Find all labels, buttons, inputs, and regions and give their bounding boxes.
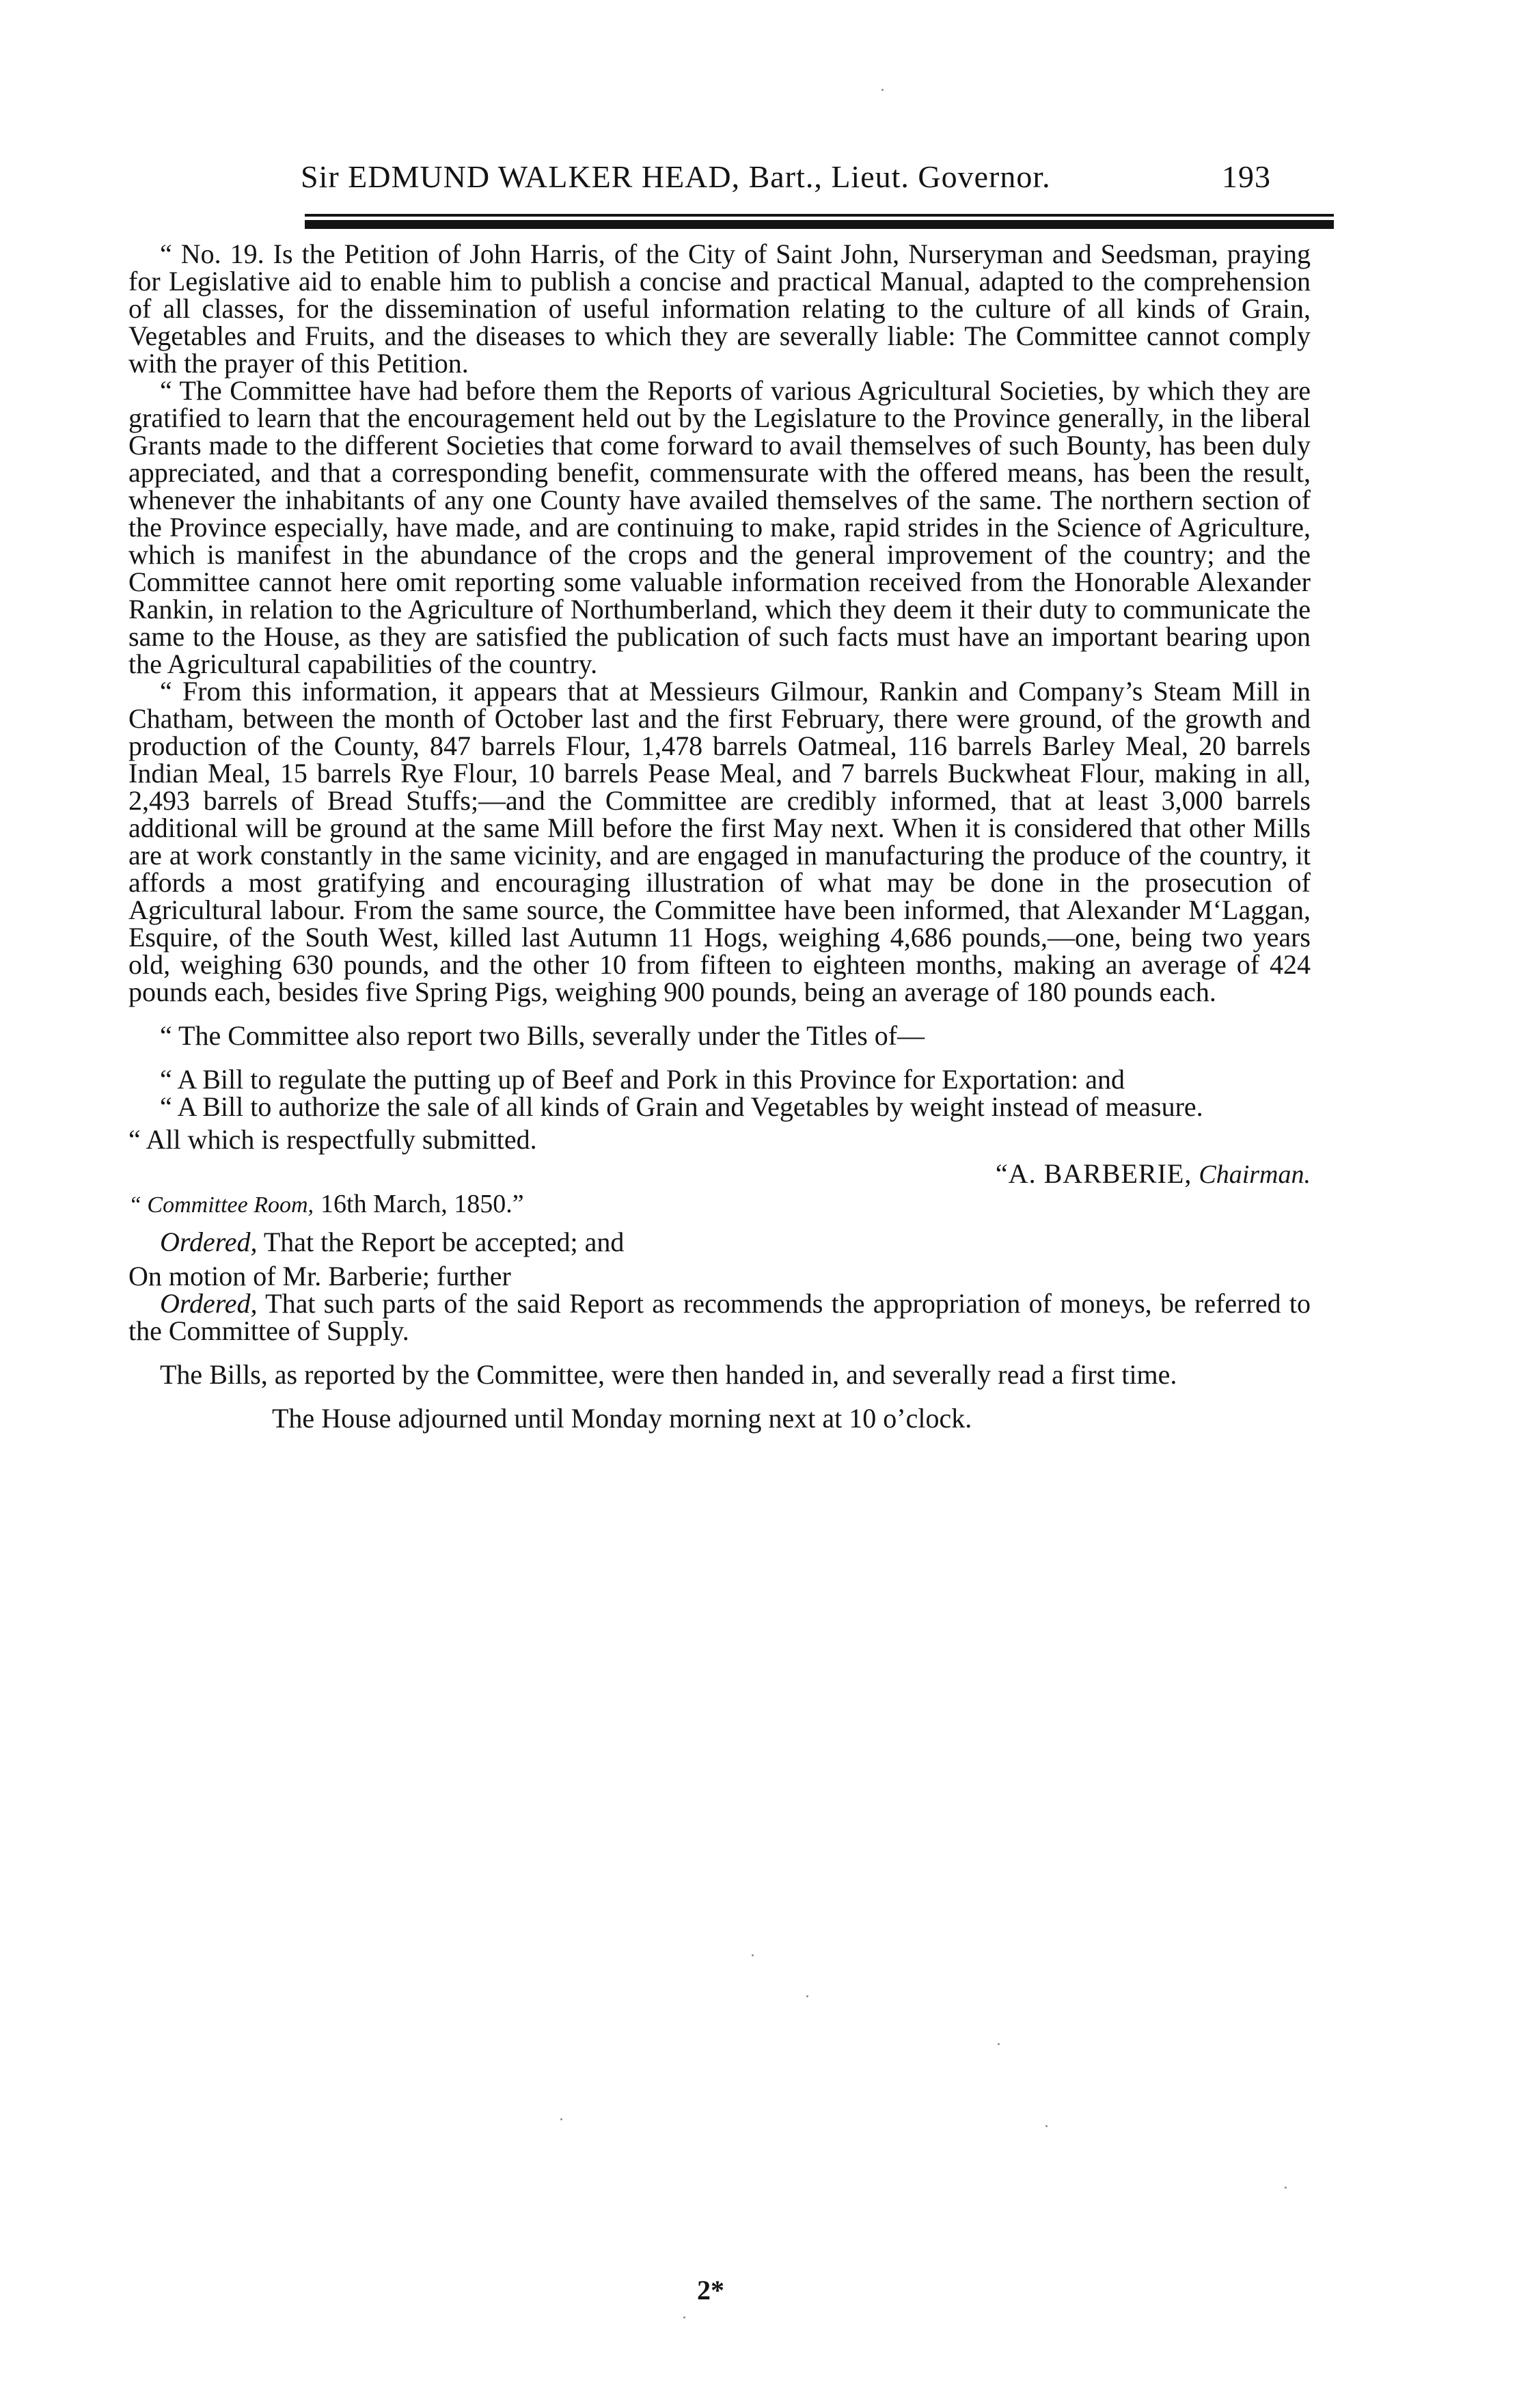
paragraph-bill-beef-pork: “ A Bill to regulate the putting up of Beef and Pork in this Province for Exportation: and (160, 1064, 1125, 1095)
order-accept-report (128, 1229, 1311, 1256)
paragraph-submitted: “ All which is respectfully submitted. (128, 1124, 537, 1155)
report-body (128, 238, 1311, 1434)
order-text: That the Report be accepted; and (263, 1227, 625, 1257)
bills-handed-in: The Bills, as reported by the Committee, were then handed in, and severally read a first time. (160, 1359, 1177, 1390)
paragraph-bill-grain-weight: “ A Bill to authorize the sale of all kinds of Grain and Vegetables by weight instead of measure. (160, 1091, 1203, 1122)
house-adjourned: The House adjourned until Monday morning next at 10 o’clock. (272, 1403, 972, 1434)
header-rule-thin (305, 214, 1334, 217)
printer-signature-mark: 2* (697, 2275, 724, 2306)
order-text: That such parts of the said Report as recommends the appropriation of moneys, be referred to the Committee of Supply. (128, 1288, 1311, 1346)
paragraph-bills-intro: “ The Committee also report two Bills, severally under the Titles of— (160, 1020, 925, 1051)
speck (1285, 2187, 1287, 2189)
order-supply-referral (128, 1290, 1311, 1345)
speck (560, 2118, 562, 2120)
chairman-signature (128, 1160, 1311, 1188)
dateline (128, 1190, 1311, 1219)
dateline-date: 16th March, 1850.” (320, 1190, 524, 1218)
speck (881, 89, 884, 91)
dateline-room: “ Committee Room, (128, 1192, 314, 1218)
paragraph-petition-19: “ No. 19. Is the Petition of John Harris, of the City of Saint John, Nurseryman and Seedsman, praying for Legislative aid to enable him to publish a concise and practical Manual, adapted to the comprehension of all classes, for the dissemination of useful information relating to the culture of all kinds of Grain, Vegetables and Fruits, and the diseases to which they are severally liable: The Committee cannot comply with the prayer of this Petition. (128, 238, 1311, 379)
page-number: 193 (1222, 159, 1271, 194)
speck (683, 2316, 685, 2318)
speck (1045, 2125, 1048, 2127)
motion-barberie: On motion of Mr. Barberie; further (128, 1261, 511, 1291)
speck (752, 1954, 754, 1956)
signature-role: Chairman. (1199, 1160, 1311, 1189)
speck (998, 2043, 1000, 2045)
running-head-title: Sir EDMUND WALKER HEAD, Bart., Lieut. Governor. (301, 159, 1051, 194)
order-label: Ordered, (160, 1227, 258, 1257)
paragraph-mill-information: “ From this information, it appears that at Messieurs Gilmour, Rankin and Company’s Steam Mill in Chatham, between the month of October last and the first February, there were ground, of the growth and production of the County, 847 barrels Flour, 1,478 barrels Oatmeal, 116 barrels Barley Meal, 20 barrels Indian Meal, 15 barrels Rye Flour, 10 barrels Pease Meal, and 7 barrels Buckwheat Flour, making in all, 2,493 barrels of Bread Stuffs;—and the Committee are credibly informed, that at least 3,000 barrels additional will be ground at the same Mill before the first May next. When it is considered that other Mills are at work constantly in the same vicinity, and are engaged in manufacturing the produce of the country, it affords a most gratifying and encouraging illustration of what may be done in the prosecution of Agricultural labour. From the same source, the Committee have been informed, that Alexander M‘Laggan, Esquire, of the South West, killed last Autumn 11 Hogs, weighing 4,686 pounds,—one, being two years old, weighing 630 pounds, and the other 10 from fifteen to eighteen months, making an average of 424 pounds each, besides five Spring Pigs, weighing 900 pounds, being an average of 180 pounds each. (128, 676, 1311, 1007)
speck (806, 1995, 808, 1997)
header-rule-thick (305, 220, 1334, 229)
paragraph-agricultural-societies: “ The Committee have had before them the Reports of various Agricultural Societies, by which they are gratified to learn that the encouragement held out by the Legislature to the Province generally, in the liberal Grants made to the different Societies that come forward to avail themselves of such Bounty, has been duly appreciated, and that a corresponding benefit, commensurate with the offered means, has been the result, whenever the inhabitants of any one County have availed themselves of the same. The northern section of the Province especially, have made, and are continuing to make, rapid strides in the Science of Agriculture, which is manifest in the abundance of the crops and the general improvement of the country; and the Committee cannot here omit reporting some valuable information received from the Honorable Alexander Rankin, in relation to the Agriculture of Northumberland, which they deem it their duty to communicate the same to the House, as they are satisfied the publication of such facts must have an important bearing upon the Agricultural capabilities of the country. (128, 375, 1311, 679)
order-label: Ordered, (160, 1288, 258, 1319)
signature-name: “A. BARBERIE, (995, 1158, 1192, 1189)
